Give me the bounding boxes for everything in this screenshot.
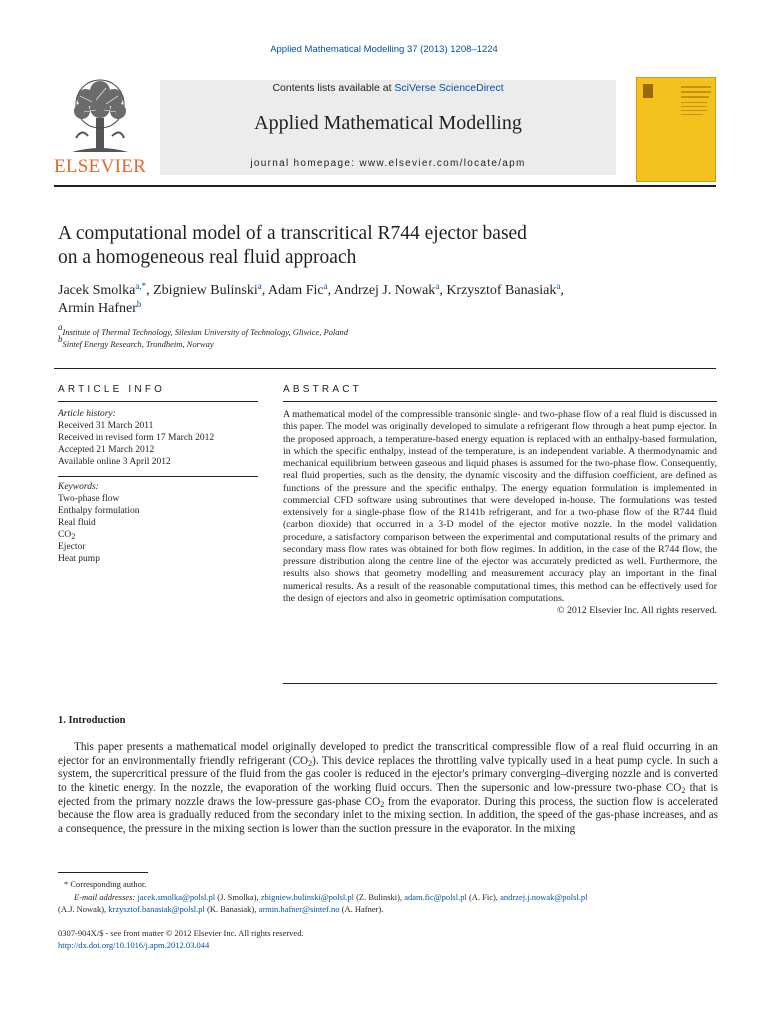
affiliation-text: Sintef Energy Research, Trondheim, Norway [62, 339, 214, 349]
author-name: Jacek Smolka [58, 283, 136, 298]
introduction-paragraph: This paper presents a mathematical model originally developed to predict the transcritical compressible flow of a real fluid occurring in an ejector for an environmentally friendly refrigerant $(CO_2)$. This device replaces the throttling valve typically used in a heat pump cycle. In such a system, the supercritical pressure of the fluid from the gas cooler is reduced in the ejector's primary converging–diverging nozzle and is converted to the kinetic energy. In the nozzle, the evaporation of the working fluid occurs. Then the supersonic and low-pressure two-phase $CO_2$ that is ejected from the primary nozzle draws the low-pressure gas-phase $CO_2$ from the evaporator. During this process, the suction flow is accelerated because the flow area is gradually reduced from the secondary inlet to the mixing section. In addition, the speed of the gas-phase increases, and as a consequence, the pressure in the mixing section is lower than the suction pressure in the evaporator. In the mixing [58, 741, 718, 835]
abstract-text: A mathematical model of the compressible transonic single- and two-phase flow of a real fluid is discussed in this paper. The model was originally developed to simulate a refrigerant flow through a heat pump ejector. In the proposed approach, a temperature-based energy equation is replaced with an enthalpy-based formulation, in which the specific enthalpy, instead of the temperature, is an independent variable. A thermodynamic and mechanical equilibrium between gaseous and liquid phases is assumed for the two-phase flow. Consequently, real fluid properties, such as the density, the dynamic viscosity and the diffusion coefficient, are defined as functions of the pressure and the specific enthalpy. The energy equation formulation is implemented in commercial CFD software using subroutines that were developed in-house. The formulations was tested extensively for a single-phase flow of the R141b refrigerant, and for a two-phase flow of the R744 fluid (carbon dioxide) that occurred in a 3-D model of the ejector motive nozzle. In the model validation procedure, a satisfactory comparison between the experimental and computational results of the primary and secondary mass flow rates was obtained for both flow regimes. In addition, in the case of the R744 flow, the pressure distribution along the centre line of the ejector was accurately predicted as well. Furthermore, the results also shows that geometry modelling and measurement accuracy play an important in the final numerical results. As a result of the reasonable computational times, this method can be effectively used for the design of ejectors and also in geometric optimisation computations. [283, 409, 717, 604]
section-heading-introduction: 1. Introduction [58, 715, 126, 726]
history-item: Received 31 March 2011 [58, 421, 154, 431]
abstract-bottom-rule [283, 683, 717, 684]
keyword: Heat pump [58, 554, 100, 564]
keyword: $CO_2$ [58, 530, 76, 541]
keywords-label: Keywords: [58, 482, 99, 492]
affiliation-mark: a [435, 281, 440, 291]
email-label: E-mail addresses: [74, 891, 136, 902]
paper-title: A computational model of a transcritical R744 ejector based on a homogeneous real fluid approach [58, 223, 527, 268]
author-name: Andrzej J. Nowak [333, 283, 436, 298]
front-matter [58, 927, 304, 951]
header-rule [54, 185, 716, 187]
affiliation-mark: b [136, 299, 142, 309]
affiliation-mark: a, [135, 281, 142, 291]
affiliation-mark: a [323, 281, 328, 291]
affiliation-mark: a [257, 281, 262, 291]
email-link[interactable]: jacek.smolka@polsl.pl [137, 891, 216, 902]
history-item: Accepted 21 March 2012 [58, 445, 155, 455]
abstract-body [283, 409, 717, 617]
email-link[interactable]: zbigniew.bulinski@polsl.pl [260, 891, 354, 902]
contents-line: Contents lists available at SciVerse ScienceDirect [272, 82, 504, 94]
author-name: Krzysztof Banasiak [446, 283, 557, 298]
footnotes: * Corresponding author. E-mail addresses: jacek.smolka@polsl.pl (J. Smolka), zbigniew.bulinski@polsl.pl (Z. Bulinski), adam.fic@polsl.pl (A. Fic), andrzej.j.nowak@polsl.pl (A.J. Nowak), krzysztof.banasiak@polsl.pl (K. Banasiak), armin.hafner@sintef.no (A. Hafner). [58, 879, 588, 914]
journal-homepage[interactable]: journal homepage: www.elsevier.com/locate/apm [250, 158, 526, 169]
author-name: Adam Fic [267, 283, 324, 298]
history-label: Article history: [58, 409, 116, 419]
elsevier-tree-icon [62, 78, 138, 156]
history-item: Available online 3 April 2012 [58, 457, 171, 467]
article-info-rule [58, 401, 258, 402]
affiliation-mark: a [556, 281, 561, 291]
corresponding-star: * [64, 879, 69, 889]
elsevier-wordmark: ELSEVIER [54, 156, 147, 177]
elsevier-logo [54, 78, 146, 176]
author-name: Armin Hafner [58, 301, 137, 316]
email-link[interactable]: andrzej.j.nowak@polsl.pl [500, 891, 588, 902]
journal-citation-link[interactable]: Applied Mathematical Modelling 37 (2013) 1208–1224 [270, 44, 498, 55]
history-item: Received in revised form 17 March 2012 [58, 433, 215, 443]
keyword: Enthalpy formulation [58, 506, 140, 516]
email-link[interactable]: krzysztof.banasiak@polsl.pl [108, 904, 205, 914]
section-rule [54, 368, 716, 369]
author-list: Jacek Smolka$^{a,*}$, Zbigniew Bulinski$^a$, Adam Fic$^a$, Andrzej J. Nowak$^a$, Krzysztof Banasiak$^a$, Armin Hafner$^b$ [58, 281, 564, 316]
journal-cover-thumbnail [636, 77, 716, 182]
author-name: Zbigniew Bulinski [153, 283, 258, 298]
issn-line: 0307-904X/$ - see front matter © 2012 Elsevier Inc. All rights reserved. [58, 928, 304, 938]
keyword: Ejector [58, 542, 86, 552]
info-divider [58, 476, 258, 477]
article-info [58, 408, 258, 565]
affiliation-text: Institute of Thermal Technology, Silesian University of Technology, Gliwice, Poland [62, 327, 349, 337]
keyword: Two-phase flow [58, 494, 120, 504]
affiliations: $^a$Institute of Thermal Technology, Silesian University of Technology, Gliwice, Poland $^b$Sintef Energy Research, Trondheim, Norway [58, 322, 349, 349]
journal-title: Applied Mathematical Modelling [254, 112, 522, 134]
corresponding-note: Corresponding author. [70, 879, 147, 889]
email-link[interactable]: adam.fic@polsl.pl [404, 891, 467, 902]
sciencedirect-link[interactable]: SciVerse ScienceDirect [394, 82, 504, 94]
copyright: © 2012 Elsevier Inc. All rights reserved. [557, 605, 717, 616]
doi-link[interactable]: http://dx.doi.org/10.1016/j.apm.2012.03.044 [58, 940, 210, 950]
footnote-rule [58, 872, 148, 873]
keyword: Real fluid [58, 518, 96, 528]
corresponding-mark: * [141, 281, 147, 291]
article-info-heading: ARTICLE INFO [58, 384, 166, 395]
abstract-rule [283, 401, 717, 402]
abstract-heading: ABSTRACT [283, 384, 362, 395]
journal-masthead [160, 80, 616, 175]
email-link[interactable]: armin.hafner@sintef.no [258, 904, 340, 914]
